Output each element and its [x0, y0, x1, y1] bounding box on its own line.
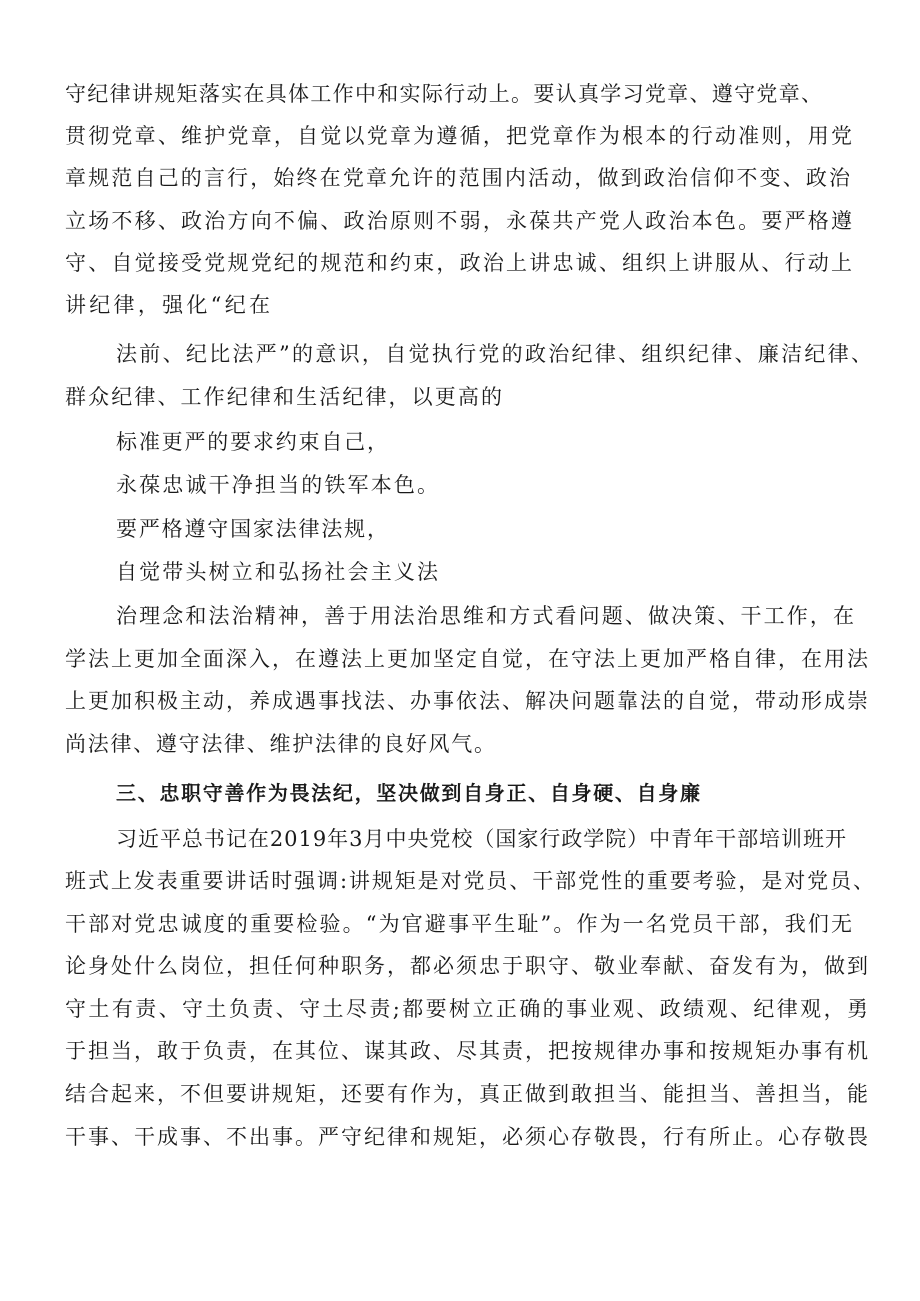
text-line — [0, 724, 920, 764]
text-line-content: 法前、纪比法严”的意识，自觉执行党的政治纪律、组织纪律、廉洁纪律、 — [116, 342, 875, 366]
text-line — [0, 509, 920, 549]
text-line-content: 上更加积极主动，养成遇事找法、办事依法、解决问题靠法的自觉，带动形成崇 — [65, 689, 870, 713]
text-line-content: 结合起来，不但要讲规矩，还要有作为，真正做到敢担当、能担当、善担当，能 — [65, 1082, 870, 1106]
text-line — [0, 465, 920, 505]
text-line-content: 干部对党忠诚度的重要检验。“为官避事平生耻”。作为一名党员干部，我们无 — [65, 912, 855, 936]
text-line-content: 习近平总书记在2019年3月中央党校（国家行政学院）中青年干部培训班开 — [116, 827, 847, 851]
text-line — [0, 904, 920, 944]
text-line-content: 守土有责、守土负责、守土尽责;都要树立正确的事业观、政绩观、纪律观，勇 — [65, 997, 871, 1021]
text-line-content: 班式上发表重要讲话时强调:讲规矩是对党员、干部党性的重要考验，是对党员、 — [65, 869, 876, 893]
text-line — [0, 596, 920, 636]
text-line-content: 讲纪律，强化“纪在 — [65, 293, 274, 317]
text-line-content: 论身处什么岗位，担任何种职务，都必须忠于职守、敬业奉献、奋发有为，做到 — [65, 954, 870, 978]
text-line — [0, 334, 920, 374]
text-line-content: 尚法律、遵守法律、维护法律的良好风气。 — [65, 732, 497, 756]
text-line — [0, 158, 920, 198]
text-line — [0, 243, 920, 283]
text-line-content: 干事、干成事、不出事。严守纪律和规矩，必须心存敬畏，行有所止。心存敬畏 — [65, 1125, 870, 1149]
text-line — [0, 116, 920, 156]
text-line-content: 学法上更加全面深入，在遵法上更加坚定自觉，在守法上更加严格自律，在用法 — [65, 647, 870, 671]
text-line-content: 于担当，敢于负责，在其位、谋其政、尽其责，把按规律办事和按规矩办事有机 — [65, 1039, 870, 1063]
text-line — [0, 201, 920, 241]
text-line-content: 三、忠职守善作为畏法纪，坚决做到自身正、自身硬、自身廉 — [116, 781, 702, 805]
text-line — [0, 74, 920, 114]
text-line — [0, 946, 920, 986]
text-line — [0, 422, 920, 462]
text-line — [0, 819, 920, 859]
text-line — [0, 285, 920, 325]
text-line — [0, 639, 920, 679]
section-heading — [0, 773, 920, 813]
text-line — [0, 681, 920, 721]
text-line-content: 章规范自己的言行，始终在党章允许的范围内活动，做到政治信仰不变、政治 — [65, 166, 853, 190]
text-line — [0, 1117, 920, 1157]
text-line — [0, 989, 920, 1029]
text-line — [0, 1031, 920, 1071]
text-line — [0, 552, 920, 592]
text-line — [0, 1074, 920, 1114]
text-line-content: 立场不移、政治方向不偏、政治原则不弱，永葆共产党人政治本色。要严格遵 — [65, 209, 855, 233]
text-line-content: 自觉带头树立和弘扬社会主义法 — [116, 560, 441, 584]
text-line-content: 守纪律讲规矩落实在具体工作中和实际行动上。要认真学习党章、遵守党章、 — [65, 82, 824, 106]
text-line-content: 守、自觉接受党规党纪的规范和约束，政治上讲忠诚、组织上讲服从、行动上 — [65, 251, 855, 275]
text-line-content: 标准更严的要求约束自己， — [116, 430, 390, 454]
text-line-content: 贯彻党章、维护党章，自觉以党章为遵循，把党章作为根本的行动准则，用党 — [65, 124, 855, 148]
text-line-content: 永葆忠诚干净担当的铁军本色。 — [116, 473, 441, 497]
text-line — [0, 377, 920, 417]
text-line-content: 要严格遵守国家法律法规， — [116, 517, 390, 541]
text-line-content: 治理念和法治精神，善于用法治思维和方式看问题、做决策、干工作，在 — [116, 604, 857, 628]
text-line — [0, 861, 920, 901]
text-line-content: 群众纪律、工作纪律和生活纪律，以更高的 — [65, 385, 505, 409]
